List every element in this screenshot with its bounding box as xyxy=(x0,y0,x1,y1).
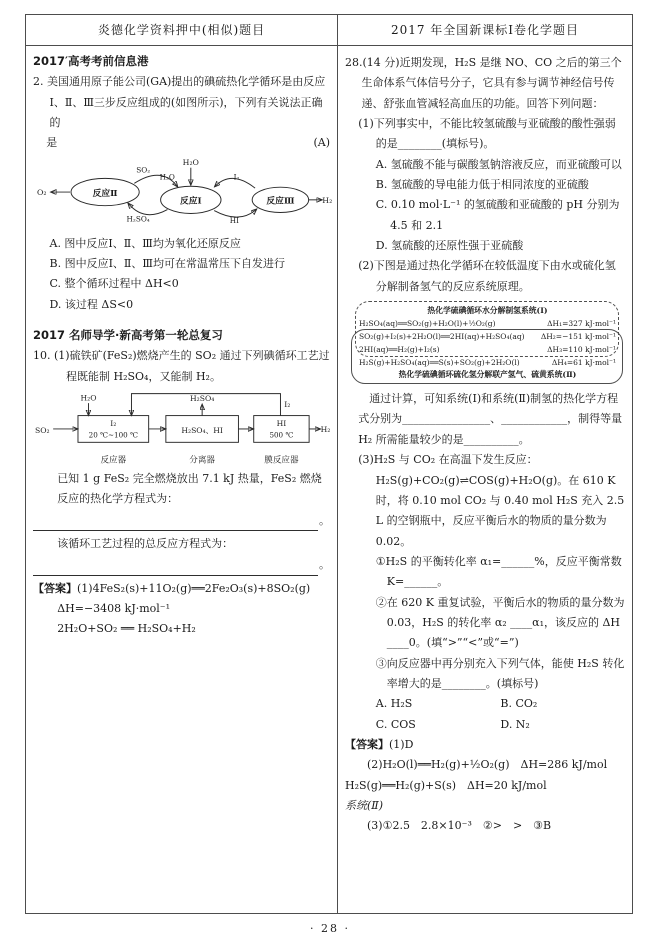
h2so4-product-label: H₂SO₄ xyxy=(190,394,215,404)
so2-feed-label: SO₂ xyxy=(35,425,50,435)
delta-h-3: ΔH₃=110 kJ·mol⁻¹ xyxy=(547,344,616,354)
so2-label: SO₂ xyxy=(136,165,151,175)
iodine-sulfur-cycle-diagram xyxy=(35,156,333,232)
q28-part-2-question: 通过计算，可知系统(Ⅰ)和系统(Ⅱ)制氢的热化学方程式分别为________________、____________，制得等量 H₂ 所需能量较少的是__________。 xyxy=(358,392,623,446)
q28-p3-item-3: ③向反应器中再分别充入下列气体，能使 H₂S 转化率增大的是________。(填标号) xyxy=(375,656,625,690)
q28-answer-3: (3)①2.5 2.8×10⁻³ ②> > ③B xyxy=(367,819,552,833)
reaction-1-label: 反应Ⅰ xyxy=(180,196,202,207)
thermochemical-cycle-systems-figure xyxy=(351,301,623,384)
q10-total-text: 该循环工艺过程的总反应方程式为： xyxy=(57,537,234,550)
q28-answer-1: (1)D xyxy=(389,737,414,751)
h2so4-arrow xyxy=(128,203,167,214)
right-column xyxy=(338,46,632,913)
hi-label: HI xyxy=(229,215,240,225)
answer-label: 【答案】 xyxy=(33,581,77,595)
i2-label: I₂ xyxy=(233,172,240,182)
system-2-caption: 热化学硫碘循环硫化氢分解联产氢气、硫黄系统(Ⅱ) xyxy=(398,370,577,380)
q28-answer-2-system: 系统(Ⅱ) xyxy=(345,799,384,812)
q10-answer-line-3: 2H₂O+SO₂ ══ H₂SO₄+H₂ xyxy=(57,622,196,636)
question-2-text: 2. 美国通用原子能公司(GA)提出的碘硫热化学循环是由反应Ⅰ、Ⅱ、Ⅲ三步反应组成的(如图所示)，下列有关说法正确的 xyxy=(33,75,326,129)
h2o-feed-label: H₂O xyxy=(80,393,97,403)
q2-option-b: B. 图中反应Ⅰ、Ⅱ、Ⅲ均可在常温常压下自发进行 xyxy=(49,256,286,270)
delta-h-2: ΔH₂=−151 kJ·mol⁻¹ xyxy=(540,331,616,341)
q28-p1-option-b: B. 氢硫酸的导电能力低于相同浓度的亚硫酸 xyxy=(375,178,589,192)
q28-p3-option-c: C. COS xyxy=(375,717,416,731)
reactor-temp-label: 20 ℃~100 ℃ xyxy=(88,430,138,440)
answer-blank-line-2 xyxy=(33,555,330,575)
answer-bracket: (A) xyxy=(313,136,330,150)
system-equation-row xyxy=(359,317,616,330)
h2-label: H₂ xyxy=(322,195,333,205)
q10-answer-line-1 xyxy=(33,579,330,599)
page-number: · 28 · xyxy=(310,922,350,935)
q28-p3-option-b: B. CO₂ xyxy=(500,697,538,711)
question-2-last-word: 是 xyxy=(46,136,58,150)
reaction-2-label: 反应Ⅱ xyxy=(92,188,118,199)
q28-part-2: (2)下图是通过热化学循环在较低温度下由水或硫化氢分解制备氢气的反应系统原理。 xyxy=(358,259,616,293)
iodine-cycle-process-flow-diagram xyxy=(35,389,333,467)
membrane-caption: 膜反应器 xyxy=(264,455,299,466)
left-column xyxy=(26,46,338,913)
q10-answer-line-2: ΔH=−3408 kJ·mol⁻¹ xyxy=(57,602,171,616)
q10-answer-equation-1: (1)4FeS₂(s)+11O₂(g)══2Fe₂O₃(s)+8SO₂(g) xyxy=(77,581,311,595)
system-equation-row xyxy=(359,343,616,356)
page-table-frame xyxy=(25,14,633,914)
blank-underline xyxy=(33,518,318,531)
q28-part-1: (1)下列事实中，不能比较氢硫酸与亚硫酸的酸性强弱的是________(填标号)。 xyxy=(358,117,616,151)
membrane-temp-label: 500 ℃ xyxy=(269,430,294,440)
equation-2: SO₂(g)+I₂(s)+2H₂O(l)══2HI(aq)+H₂SO₄(aq) xyxy=(359,331,525,341)
i2-recycle-label: I₂ xyxy=(284,399,291,409)
reactor-caption: 反应器 xyxy=(100,455,127,466)
h2so4-label: H₂SO₄ xyxy=(126,213,150,223)
reactor-i2-label: I₂ xyxy=(110,419,117,429)
q2-option-a: A. 图中反应Ⅰ、Ⅱ、Ⅲ均为氧化还原反应 xyxy=(49,236,241,250)
system-equation-row xyxy=(359,356,616,369)
q28-p3-item-1: ①H₂S 的平衡转化率 α₁=______%，反应平衡常数 K=______。 xyxy=(375,554,622,589)
two-column-body xyxy=(26,46,632,913)
header-left-title: 炎德化学资料押中(相似)题目 xyxy=(26,15,338,45)
q28-p1-option-c: C. 0.10 mol·L⁻¹ 的氢硫酸和亚硫酸的 pH 分别为 4.5 和 2.1 xyxy=(375,198,620,232)
delta-h-1: ΔH₁=327 kJ·mol⁻¹ xyxy=(547,318,616,328)
q28-answer-line-1 xyxy=(345,735,625,755)
q10-known-text: 已知 1 g FeS₂ 完全燃烧放出 7.1 kJ 热量，FeS₂ 燃烧反应的热化学方程式为： xyxy=(57,471,322,506)
reaction-3-label: 反应Ⅲ xyxy=(266,196,295,207)
o2-label: O₂ xyxy=(36,187,47,197)
separator-content-label: H₂SO₄、HI xyxy=(181,425,223,435)
separator-caption: 分离器 xyxy=(189,455,216,466)
section-title-1: 2017′高考考前信息港 xyxy=(33,54,149,68)
q28-p3-option-d: D. N₂ xyxy=(500,717,530,731)
q28-part-3: (3)H₂S 与 CO₂ 在高温下发生反应：H₂S(g)+CO₂(g)⇌COS(g)+H₂O(g)。在 610 K 时，将 0.10 mol CO₂ 与 0.40 mol H₂S 充入 2.5 L 的空钢瓶中，反应平衡后水的物质的量分数为 0.02。 xyxy=(358,453,625,548)
h2-product-label: H₂ xyxy=(320,424,331,434)
equation-1: H₂SO₄(aq)══SO₂(g)+H₂O(l)+½O₂(g) xyxy=(359,318,496,328)
question-28-intro: 28.(14 分)近期发现，H₂S 是继 NO、CO 之后的第三个生命体系气体信号分子，它具有参与调节神经信号传递、舒张血管减轻高血压的功能。回答下列问题： xyxy=(345,56,622,110)
system-1-caption: 热化学硫碘循环水分解制氢系统(Ⅰ) xyxy=(427,306,548,316)
delta-h-4: ΔH₄=61 kJ·mol⁻¹ xyxy=(551,357,616,367)
answer-blank-line-1 xyxy=(33,511,330,531)
blank-punct: 。 xyxy=(319,513,330,527)
q28-p3-option-a: A. H₂S xyxy=(375,697,413,711)
question-2-last-line xyxy=(46,133,330,153)
blank-punct: 。 xyxy=(319,558,330,572)
q28-p1-option-a: A. 氢硫酸不能与碳酸氢钠溶液反应，而亚硫酸可以 xyxy=(375,157,622,171)
section-title-2: 2017 名师导学·新高考第一轮总复习 xyxy=(33,328,223,343)
answer-label: 【答案】 xyxy=(345,737,389,751)
q2-option-d: D. 该过程 ΔS<0 xyxy=(49,297,134,311)
h2o-input-label: H₂O xyxy=(182,157,199,167)
q28-p1-option-d: D. 氢硫酸的还原性强于亚硫酸 xyxy=(375,239,524,253)
header-right-title: 2017 年全国新课标Ⅰ卷化学题目 xyxy=(390,22,580,37)
system-equation-row xyxy=(359,330,616,343)
q28-p3-item-2: ②在 620 K 重复试验，平衡后水的物质的量分数为 0.03，H₂S 的转化率 α₂ ____α₁，该反应的 ΔH ____0。(填“>”“<”或“=”) xyxy=(375,595,625,650)
blank-underline xyxy=(33,563,318,576)
equation-3: 2HI(aq)══H₂(g)+I₂(s) xyxy=(359,344,440,354)
q2-option-c: C. 整个循环过程中 ΔH<0 xyxy=(49,277,179,291)
membrane-hi-label: HI xyxy=(276,419,287,429)
equation-4: H₂S(g)+H₂SO₄(aq)══S(s)+SO₂(g)+2H₂O(l) xyxy=(359,357,520,367)
q28-p3-options xyxy=(376,694,625,735)
question-10-text: 10. (1)硫铁矿(FeS₂)燃烧产生的 SO₂ 通过下列碘循环工艺过程既能制 H₂SO₄，又能制 H₂。 xyxy=(33,349,330,383)
table-header-row xyxy=(26,15,632,46)
q28-answer-2: (2)H₂O(l)══H₂(g)+½O₂(g) ΔH=286 kJ/mol H₂S(g)══H₂(g)+S(s) ΔH=20 kJ/mol xyxy=(345,758,619,792)
h2o-mid-label: H₂O xyxy=(159,172,175,182)
